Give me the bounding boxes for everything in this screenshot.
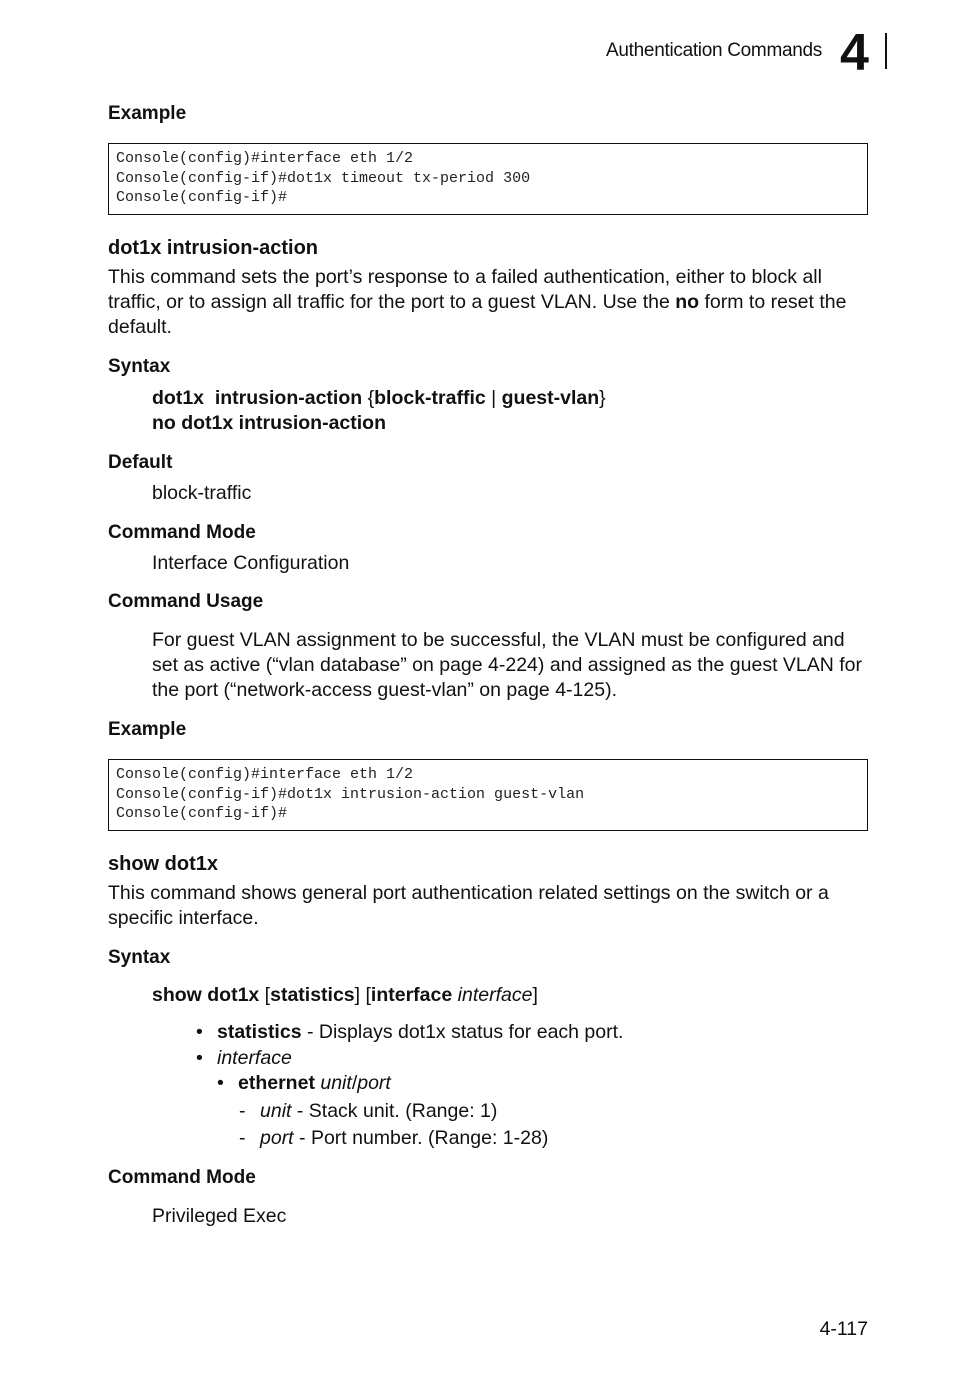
- command-mode-value: Privileged Exec: [152, 1205, 287, 1227]
- page-number: 4-117: [819, 1318, 868, 1340]
- syntax-heading: Syntax: [108, 356, 171, 377]
- command-usage-text: For guest VLAN assignment to be successful, the VLAN must be configured and set as active (“vlan database” on page 4-224) and assigned as the guest VLAN for the port (“network-access guest-vlan” on page 4-125).: [152, 629, 863, 701]
- example-heading: Example: [108, 719, 187, 740]
- code-line: Console(config)#interface eth 1/2: [116, 766, 414, 783]
- section-description: This command sets the port’s response to a failed authentication, either to block all traffic, or to assign all traffic for the port to a guest VLAN. Use the no form to reset the default.: [108, 266, 847, 338]
- code-line: Console(config-if)#: [116, 805, 288, 822]
- chapter-rule: [885, 33, 887, 69]
- dash-glyph: -: [239, 1100, 246, 1122]
- bullet-glyph: •: [196, 1047, 203, 1069]
- code-block: [108, 143, 868, 215]
- bullet-glyph: •: [217, 1072, 224, 1094]
- syntax-heading: Syntax: [108, 947, 171, 968]
- default-value: block-traffic: [152, 482, 252, 504]
- running-header-title: Authentication Commands: [606, 40, 822, 61]
- syntax-line: show dot1x [statistics] [interface interface]: [152, 984, 538, 1006]
- default-heading: Default: [108, 452, 173, 473]
- dash-glyph: -: [239, 1127, 246, 1149]
- command-mode-heading: Command Mode: [108, 1167, 256, 1188]
- code-line: Console(config-if)#dot1x intrusion-action guest-vlan: [116, 785, 585, 803]
- command-usage-heading: Command Usage: [108, 591, 264, 612]
- list-item: unit - Stack unit. (Range: 1): [260, 1100, 498, 1122]
- code-line: Console(config)#interface eth 1/2: [116, 150, 414, 167]
- section-description: This command shows general port authentication related settings on the switch or a specific interface.: [108, 882, 829, 929]
- code-block: [108, 759, 868, 831]
- list-item: statistics - Displays dot1x status for each port.: [217, 1021, 624, 1043]
- bullet-glyph: •: [196, 1021, 203, 1043]
- code-line: Console(config-if)#: [116, 189, 288, 206]
- chapter-number: 4: [840, 24, 869, 82]
- list-item: interface: [217, 1047, 292, 1069]
- example-heading: Example: [108, 103, 187, 124]
- code-line: Console(config-if)#dot1x timeout tx-period 300: [116, 169, 531, 187]
- command-mode-value: Interface Configuration: [152, 552, 350, 574]
- syntax-no-line: no dot1x intrusion-action: [152, 412, 386, 434]
- section-title: dot1x intrusion-action: [108, 237, 318, 259]
- list-item: port - Port number. (Range: 1-28): [260, 1127, 549, 1149]
- list-item: ethernet unit/port: [238, 1072, 391, 1094]
- command-mode-heading: Command Mode: [108, 522, 256, 543]
- section-title: show dot1x: [108, 853, 219, 875]
- syntax-line: dot1x intrusion-action {block-traffic | guest-vlan}: [152, 387, 606, 409]
